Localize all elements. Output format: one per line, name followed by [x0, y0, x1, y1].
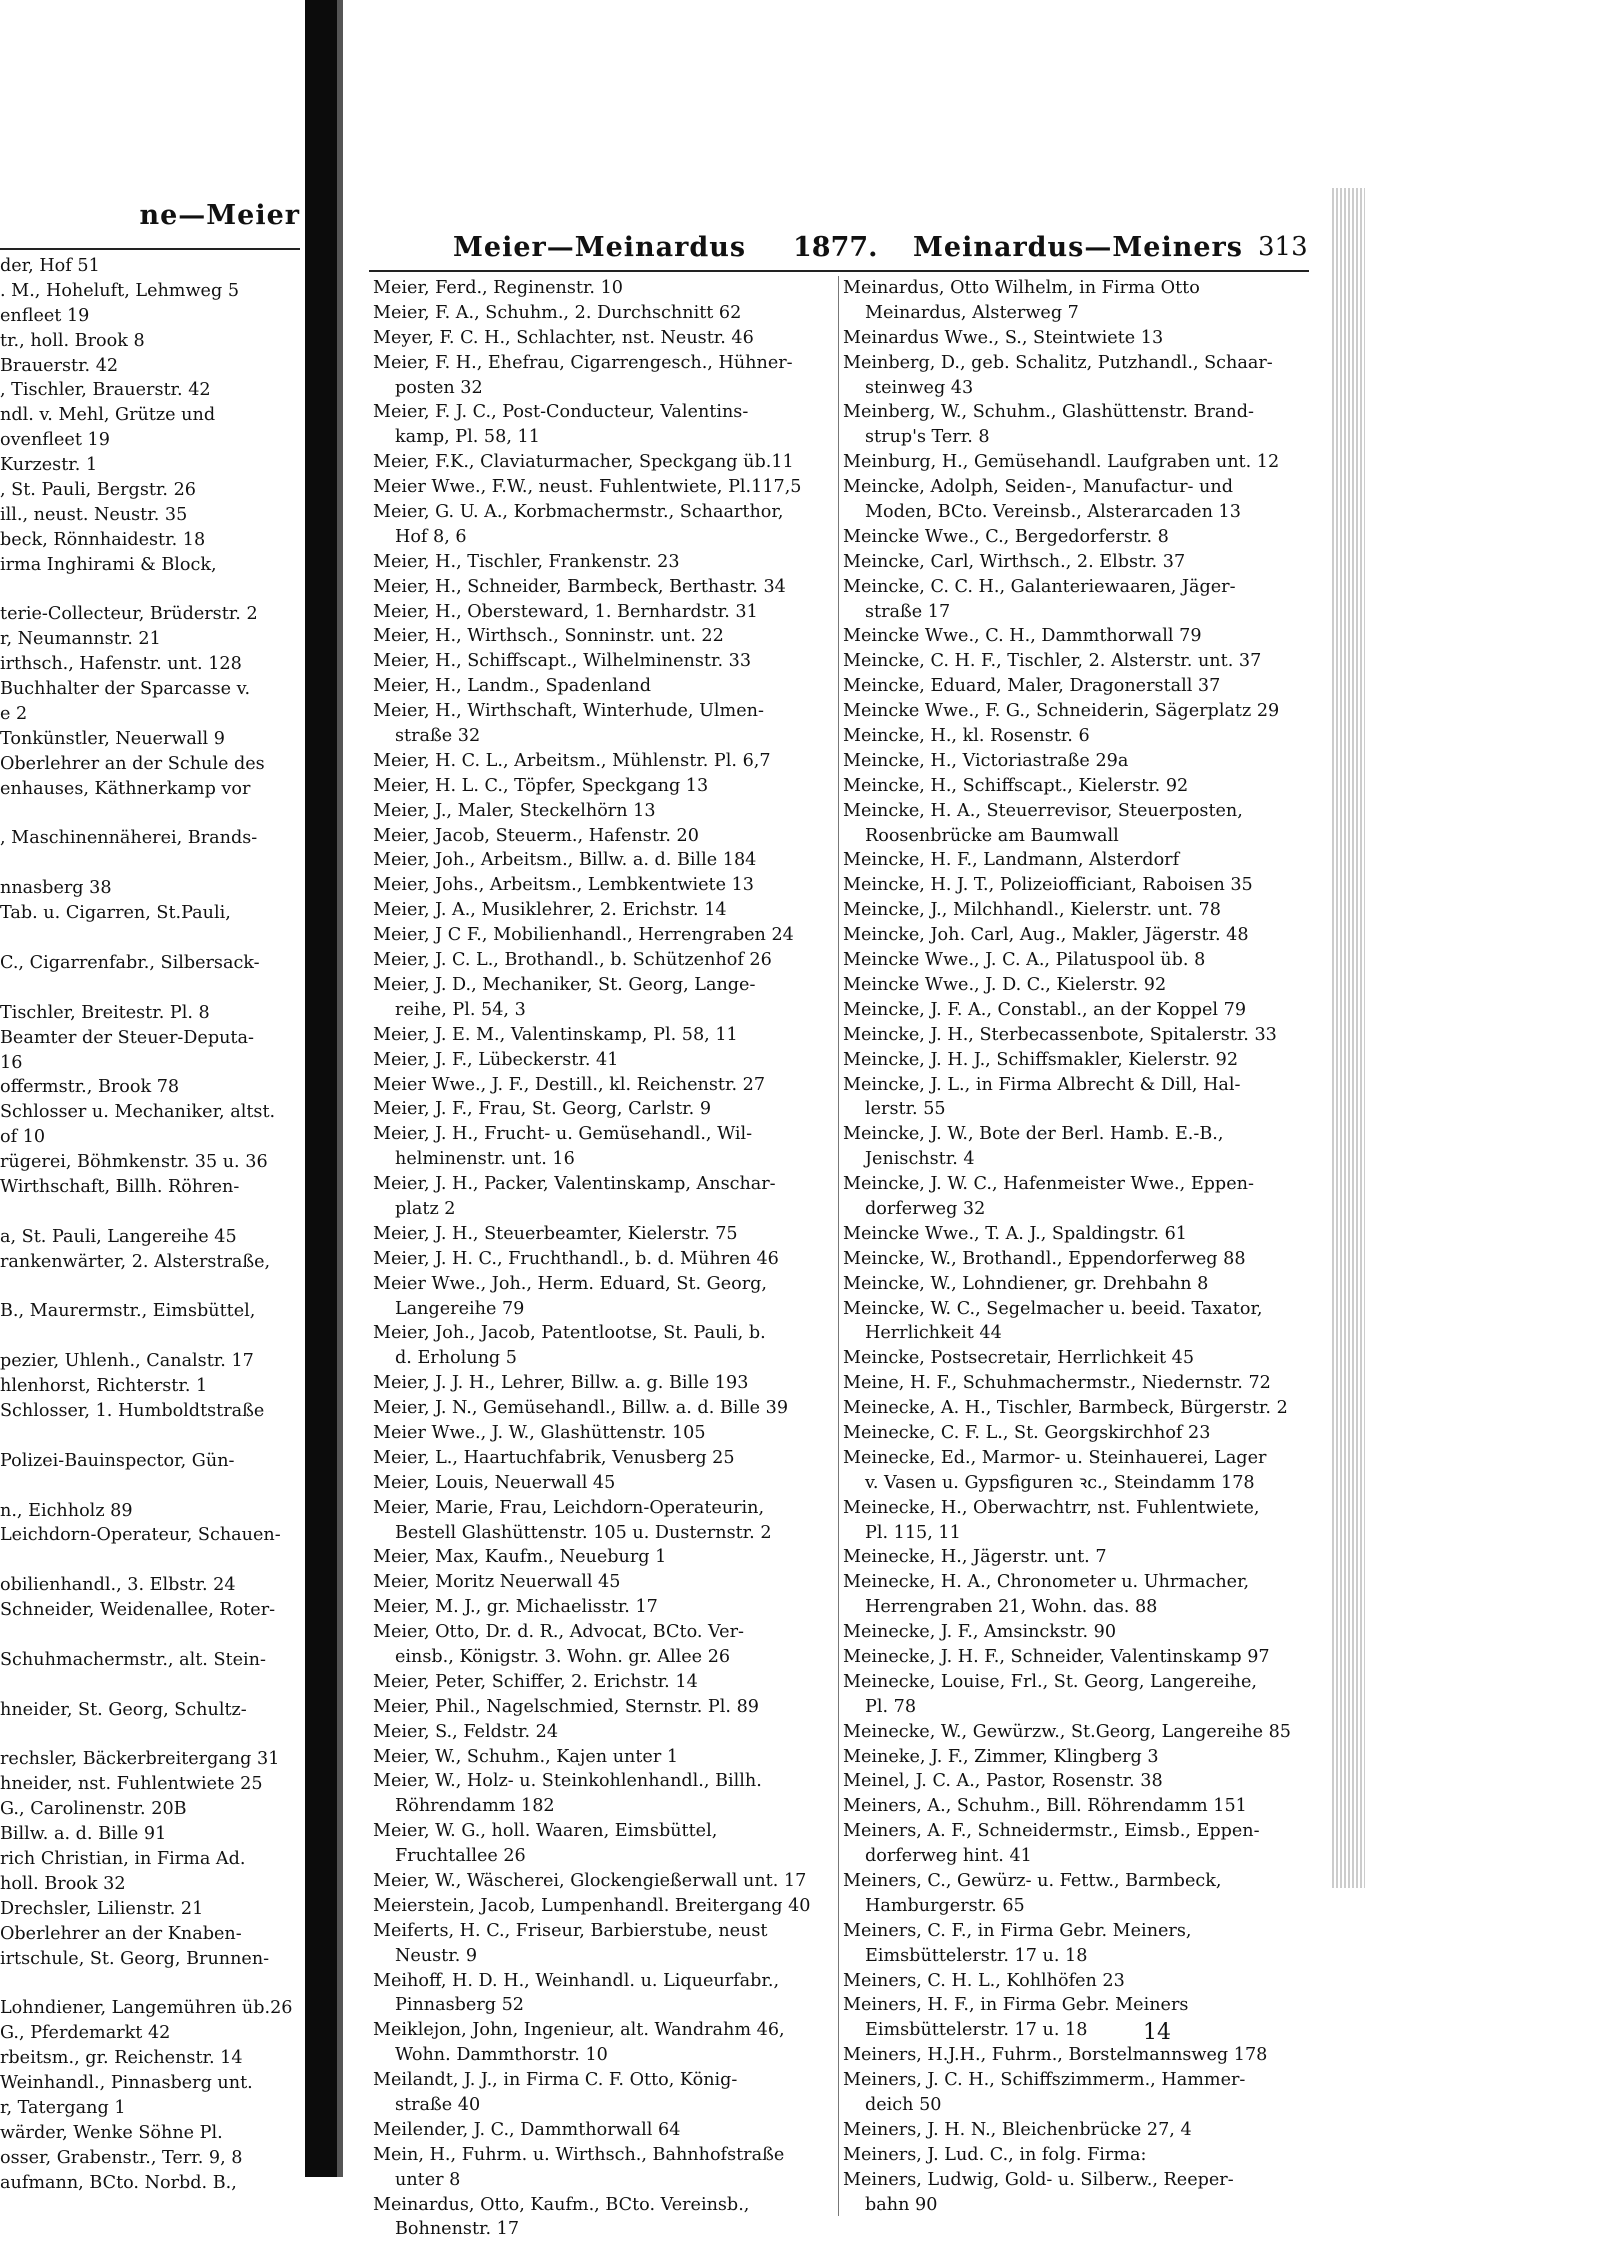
directory-entry-line: Oberlehrer an der Schule des: [0, 753, 265, 774]
directory-entry-line: Meier, H., Obersteward, 1. Bernhardstr. 31: [373, 601, 758, 622]
directory-entry-line: Meihoff, H. D. H., Weinhandl. u. Liqueurfabr.,: [373, 1970, 780, 1991]
directory-page: [343, 190, 1343, 2240]
directory-entry-line: der, Hof 51: [0, 256, 100, 276]
directory-entry-line: Meiners, C., Gewürz- u. Fettw., Barmbeck,: [843, 1871, 1222, 1891]
directory-entry-line: Meier, J. N., Gemüsehandl., Billw. a. d. Bille 39: [373, 1398, 789, 1419]
directory-entry-line: Meier, J. J. H., Lehrer, Billw. a. g. Bille 193: [373, 1373, 749, 1394]
directory-entry-line: Meinecke, J. F., Amsinckstr. 90: [843, 1622, 1117, 1643]
directory-entry-line: Meincke, W., Lohndiener, gr. Drehbahn 8: [843, 1273, 1209, 1294]
directory-entry-line: [0, 1275, 320, 1300]
directory-entry-line: Röhrendamm 182: [395, 1796, 555, 1817]
directory-entry-line: Meincke, C. H. F., Tischler, 2. Alsterstr. unt. 37: [843, 651, 1262, 672]
directory-entry-line: Meincke Wwe., J. D. C., Kielerstr. 92: [843, 974, 1167, 995]
directory-entry-line: ovenfleet 19: [0, 430, 110, 451]
directory-entry-line: Meiners, C. H. L., Kohlhöfen 23: [843, 1970, 1125, 1991]
directory-entry-line: [0, 802, 320, 827]
directory-entry-line: [0, 1200, 320, 1225]
directory-entry-line: Eimsbüttelerstr. 17 u. 18: [865, 2020, 1088, 2041]
directory-entry-line: Meincke, H., Victoriastraße 29a: [843, 750, 1129, 771]
directory-entry-line: Meier, H., Wirthsch., Sonninstr. unt. 22: [373, 626, 724, 647]
directory-entry-line: Meier, Joh., Arbeitsm., Billw. a. d. Bille 184: [373, 850, 757, 871]
directory-entry-line: Meier, Phil., Nagelschmied, Sternstr. Pl. 89: [373, 1696, 759, 1717]
directory-entry-line: Meincke, J. L., in Firma Albrecht & Dill, Hal-: [843, 1074, 1241, 1095]
directory-entry-line: Neustr. 9: [395, 1945, 478, 1966]
directory-entry-line: a, St. Pauli, Langereihe 45: [0, 1226, 237, 1247]
directory-entry-line: Tab. u. Cigarren, St.Pauli,: [0, 903, 231, 924]
directory-entry-line: Meier Wwe., J. W., Glashüttenstr. 105: [373, 1422, 706, 1443]
directory-entry-line: Meincke Wwe., F. G., Schneiderin, Sägerplatz 29: [843, 701, 1280, 722]
directory-entry-line: [0, 1673, 320, 1698]
directory-entry-line: G., Carolinenstr. 20B: [0, 1799, 187, 1820]
directory-entry-line: Meinardus Wwe., S., Steintwiete 13: [843, 327, 1164, 348]
directory-entry-line: Meinecke, H. A., Chronometer u. Uhrmacher,: [843, 1572, 1250, 1593]
directory-entry-line: Kurzestr. 1: [0, 455, 98, 476]
directory-entry-line: Meier, H., Schneider, Barmbeck, Berthastr. 34: [373, 576, 786, 597]
directory-entry-line: Meincke, Adolph, Seiden-, Manufactur- und: [843, 477, 1233, 498]
directory-entry-line: steinweg 43: [865, 377, 974, 398]
directory-entry-line: irthsch., Hafenstr. unt. 128: [0, 654, 242, 675]
directory-entry-line: Meincke, H., kl. Rosenstr. 6: [843, 726, 1090, 747]
directory-entry-line: r, Neumannstr. 21: [0, 629, 161, 650]
directory-entry-line: Meinecke, A. H., Tischler, Barmbeck, Bürgerstr. 2: [843, 1398, 1288, 1419]
directory-entry-line: Roosenbrücke am Baumwall: [865, 825, 1119, 846]
directory-entry-line: Bestell Glashüttenstr. 105 u. Dusternstr. 2: [395, 1522, 772, 1543]
directory-entry-line: Meier, H. C. L., Arbeitsm., Mühlenstr. Pl. 6,7: [373, 750, 771, 771]
directory-entry-line: Meinecke, Louise, Frl., St. Georg, Langereihe,: [843, 1671, 1257, 1692]
directory-entry-line: Drechsler, Lilienstr. 21: [0, 1898, 204, 1919]
directory-entry-line: obilienhandl., 3. Elbstr. 24: [0, 1575, 236, 1596]
directory-entry-line: [0, 1971, 320, 1996]
directory-entry-line: Meincke Wwe., T. A. J., Spaldingstr. 61: [843, 1223, 1187, 1244]
directory-entry-line: of 10: [0, 1127, 46, 1148]
directory-entry-line: d. Erholung 5: [395, 1348, 517, 1369]
directory-entry-line: Meilandt, J. J., in Firma C. F. Otto, König-: [373, 2070, 738, 2091]
directory-entry-line: G., Pferdemarkt 42: [0, 2023, 171, 2044]
directory-entry-line: Meincke Wwe., J. C. A., Pilatuspool üb. 8: [843, 950, 1206, 971]
directory-entry-line: Meineke, J. F., Zimmer, Klingberg 3: [843, 1746, 1159, 1767]
directory-entry-line: nnasberg 38: [0, 878, 112, 899]
directory-entry-line: Meier, J., Maler, Steckelhörn 13: [373, 800, 656, 821]
directory-entry-line: Meincke, J. H., Sterbecassenbote, Spitalerstr. 33: [843, 1024, 1277, 1045]
directory-entry-line: Herrlichkeit 44: [865, 1323, 1002, 1344]
directory-entry-line: Meiners, H. F., in Firma Gebr. Meiners: [843, 1995, 1189, 2016]
directory-entry-line: Meinecke, Ed., Marmor- u. Steinhauerei, Lager: [843, 1447, 1267, 1468]
directory-entry-line: Hamburgerstr. 65: [865, 1895, 1025, 1916]
directory-entry-line: B., Maurermstr., Eimsbüttel,: [0, 1301, 256, 1322]
column-divider: [838, 276, 839, 2216]
directory-entry-line: rügerei, Böhmkenstr. 35 u. 36: [0, 1152, 268, 1173]
page-number: 313: [1258, 232, 1308, 262]
directory-entry-line: Tischler, Breitestr. Pl. 8: [0, 1002, 210, 1023]
directory-entry-line: wärder, Wenke Söhne Pl.: [0, 2122, 223, 2143]
directory-entry-line: Weinhandl., Pinnasberg unt.: [0, 2073, 253, 2094]
directory-entry-line: Meier Wwe., Joh., Herm. Eduard, St. Georg,: [373, 1273, 768, 1294]
directory-entry-line: Meincke, W., Brothandl., Eppendorferweg 88: [843, 1248, 1246, 1269]
directory-entry-line: aufmann, BCto. Norbd. B.,: [0, 2172, 237, 2193]
directory-entry-line: 16: [0, 1052, 23, 1073]
directory-entry-line: irtschule, St. Georg, Brunnen-: [0, 1948, 270, 1969]
directory-entry-line: Meincke, Carl, Wirthsch., 2. Elbstr. 37: [843, 551, 1186, 572]
directory-entry-line: Pl. 115, 11: [865, 1522, 961, 1543]
directory-entry-line: Meier, J. D., Mechaniker, St. Georg, Lange-: [373, 974, 756, 995]
directory-entry-line: Oberlehrer an der Knaben-: [0, 1923, 242, 1944]
directory-entry-line: dorferweg 32: [865, 1198, 986, 1219]
directory-entry-line: Meier, Jacob, Steuerm., Hafenstr. 20: [373, 825, 699, 846]
directory-entry-line: Hof 8, 6: [395, 526, 467, 547]
directory-entry-line: Meier, F.K., Claviaturmacher, Speckgang üb.11: [373, 452, 794, 473]
left-page-header: ne—Meier: [139, 200, 300, 231]
directory-entry-line: Meiners, J. C. H., Schiffszimmerm., Hammer-: [843, 2070, 1246, 2091]
directory-entry-line: Pinnasberg 52: [395, 1995, 524, 2016]
directory-entry-line: [0, 1723, 320, 1748]
directory-entry-line: rankenwärter, 2. Alsterstraße,: [0, 1251, 271, 1272]
directory-entry-line: Schuhmachermstr., alt. Stein-: [0, 1649, 266, 1670]
directory-entry-line: Meinberg, D., geb. Schalitz, Putzhandl., Schaar-: [843, 352, 1273, 373]
directory-entry-line: straße 17: [865, 601, 951, 622]
directory-entry-line: Meiferts, H. C., Friseur, Barbierstube, neust: [373, 1920, 768, 1941]
directory-entry-line: Meiners, A., Schuhm., Bill. Röhrendamm 151: [843, 1796, 1247, 1817]
directory-entry-line: hneider, St. Georg, Schultz-: [0, 1699, 247, 1720]
header-right-range: Meinardus—Meiners: [913, 232, 1243, 263]
directory-entry-line: Meiners, Ludwig, Gold- u. Silberw., Reeper-: [843, 2169, 1234, 2190]
directory-entry-line: Meier, W., Schuhm., Kajen unter 1: [373, 1746, 679, 1767]
directory-entry-line: Meine, H. F., Schuhmachermstr., Niedernstr. 72: [843, 1373, 1271, 1394]
left-partial-page: [0, 190, 305, 2193]
running-header: [343, 190, 1313, 263]
directory-entry-line: Meier, M. J., gr. Michaelisstr. 17: [373, 1597, 658, 1618]
directory-entry-line: r, Tatergang 1: [0, 2097, 126, 2118]
directory-entry-line: Bohnenstr. 17: [395, 2219, 520, 2240]
directory-entry-line: Meincke, C. C. H., Galanteriewaaren, Jäger-: [843, 576, 1236, 597]
directory-entry-line: Meier Wwe., F.W., neust. Fuhlentwiete, Pl.117,5: [373, 477, 802, 498]
directory-entry-line: Lohndiener, Langemühren üb.26: [0, 1998, 293, 2019]
directory-entry-line: Meier, H., Tischler, Frankenstr. 23: [373, 551, 680, 572]
left-column: [373, 276, 871, 2242]
directory-entry-line: osser, Grabenstr., Terr. 9, 8: [0, 2147, 243, 2168]
directory-entry-line: Moden, BCto. Vereinsb., Alsterarcaden 13: [865, 502, 1241, 523]
directory-entry-line: Meier, J. C. L., Brothandl., b. Schützenhof 26: [373, 950, 772, 971]
directory-entry-line: , Tischler, Brauerstr. 42: [0, 380, 211, 401]
directory-entry-line: enhauses, Käthnerkamp vor: [0, 778, 251, 799]
directory-entry-line: Pl. 78: [865, 1696, 917, 1717]
directory-entry-line: deich 50: [865, 2095, 942, 2116]
directory-entry-line: Meier, W. G., holl. Waaren, Eimsbüttel,: [373, 1821, 718, 1842]
directory-entry-line: Meier, H., Schiffscapt., Wilhelminenstr. 33: [373, 651, 752, 672]
directory-entry-line: Meier, J. H., Steuerbeamter, Kielerstr. 75: [373, 1223, 738, 1244]
directory-entry-line: Meincke, Eduard, Maler, Dragonerstall 37: [843, 676, 1221, 697]
directory-entry-line: Schlosser u. Mechaniker, altst.: [0, 1102, 276, 1123]
directory-entry-line: Meiners, J. H. N., Bleichenbrücke 27, 4: [843, 2119, 1192, 2140]
directory-entry-line: holl. Brook 32: [0, 1873, 126, 1894]
directory-entry-line: hlenhorst, Richterstr. 1: [0, 1376, 208, 1397]
directory-entry-line: Meier, Joh., Jacob, Patentlootse, St. Pauli, b.: [373, 1323, 766, 1344]
directory-entry-line: pezier, Uhlenh., Canalstr. 17: [0, 1351, 254, 1372]
directory-entry-line: Meinburg, H., Gemüsehandl. Laufgraben unt. 12: [843, 452, 1280, 473]
directory-entry-line: Meincke, J. F. A., Constabl., an der Koppel 79: [843, 999, 1247, 1020]
directory-entry-line: Meinecke, W., Gewürzw., St.Georg, Langereihe 85: [843, 1721, 1291, 1742]
directory-entry-line: Beamter der Steuer-Deputa-: [0, 1027, 254, 1048]
directory-entry-line: Meier, Moritz Neuerwall 45: [373, 1572, 621, 1593]
directory-entry-line: Meinardus, Otto, Kaufm., BCto. Vereinsb.,: [373, 2194, 750, 2215]
directory-entry-line: Meier, Johs., Arbeitsm., Lembkentwiete 13: [373, 875, 754, 896]
directory-entry-line: unter 8: [395, 2169, 461, 2190]
directory-entry-line: Tonkünstler, Neuerwall 9: [0, 728, 225, 749]
directory-entry-line: Meincke, J. H. J., Schiffsmakler, Kielerstr. 92: [843, 1049, 1239, 1070]
directory-entry-line: Meinecke, H., Oberwachtrr, nst. Fuhlentwiete,: [843, 1497, 1260, 1518]
directory-entry-line: kamp, Pl. 58, 11: [395, 427, 540, 448]
directory-entry-line: Meier, H., Landm., Spadenland: [373, 676, 651, 697]
directory-entry-line: Meier, Max, Kaufm., Neueburg 1: [373, 1547, 667, 1568]
directory-entry-line: Meier, Peter, Schiffer, 2. Erichstr. 14: [373, 1671, 698, 1692]
directory-entry-line: Meinberg, W., Schuhm., Glashüttenstr. Brand-: [843, 402, 1254, 423]
directory-entry-line: beck, Rönnhaidestr. 18: [0, 529, 206, 550]
directory-entry-line: Meier, L., Haartuchfabrik, Venusberg 25: [373, 1447, 735, 1468]
directory-entry-line: Meyer, F. C. H., Schlachter, nst. Neustr. 46: [373, 327, 754, 348]
directory-entry-line: Meier, Louis, Neuerwall 45: [373, 1472, 616, 1493]
header-year: 1877.: [793, 232, 878, 263]
directory-entry-line: Meiners, C. F., in Firma Gebr. Meiners,: [843, 1920, 1192, 1941]
directory-entry-line: Meier, J. A., Musiklehrer, 2. Erichstr. 14: [373, 900, 727, 921]
header-rule: [369, 270, 1309, 272]
directory-entry-line: posten 32: [395, 377, 483, 398]
directory-entry-line: einsb., Königstr. 3. Wohn. gr. Allee 26: [395, 1646, 731, 1667]
directory-entry-line: , Maschinennäherei, Brands-: [0, 828, 258, 849]
directory-entry-line: Meier, W., Wäscherei, Glockengießerwall unt. 17: [373, 1871, 807, 1891]
directory-entry-line: Meinecke, C. F. L., St. Georgskirchhof 23: [843, 1422, 1211, 1443]
page-edges: [1330, 188, 1365, 1888]
directory-entry-line: , St. Pauli, Bergstr. 26: [0, 480, 196, 501]
directory-entry-line: Schneider, Weidenallee, Roter-: [0, 1600, 276, 1621]
directory-entry-line: Meincke, W. C., Segelmacher u. beeid. Taxator,: [843, 1298, 1263, 1319]
book-gutter: [305, 0, 337, 2177]
directory-entry-line: ill., neust. Neustr. 35: [0, 504, 188, 525]
left-header-rule: [0, 248, 300, 250]
directory-entry-line: Eimsbüttelerstr. 17 u. 18: [865, 1945, 1088, 1966]
directory-entry-line: v. Vasen u. Gypsfiguren ꝛc., Steindamm 178: [865, 1472, 1255, 1493]
directory-entry-line: straße 40: [395, 2095, 481, 2116]
directory-entry-line: Meinel, J. C. A., Pastor, Rosenstr. 38: [843, 1771, 1163, 1792]
directory-entry-line: irma Inghirami & Block,: [0, 554, 217, 575]
directory-entry-line: enfleet 19: [0, 305, 90, 326]
directory-entry-line: ndl. v. Mehl, Grütze und: [0, 405, 216, 426]
directory-entry-line: Meier, S., Feldstr. 24: [373, 1721, 559, 1742]
directory-entry-line: Meincke, Postsecretair, Herrlichkeit 45: [843, 1348, 1195, 1369]
directory-entry-line: Polizei-Bauinspector, Gün-: [0, 1450, 235, 1471]
directory-entry-line: platz 2: [395, 1198, 456, 1219]
directory-entry-line: reihe, Pl. 54, 3: [395, 999, 526, 1020]
directory-entry-line: Meier, J. F., Lübeckerstr. 41: [373, 1049, 619, 1070]
directory-entry-line: Leichdorn-Operateur, Schauen-: [0, 1525, 281, 1546]
directory-entry-line: Meilender, J. C., Dammthorwall 64: [373, 2119, 681, 2140]
directory-entry-line: tr., holl. Brook 8: [0, 330, 145, 351]
directory-entry-line: Meier, F. J. C., Post-Conducteur, Valentins-: [373, 402, 749, 423]
directory-entry-line: [0, 851, 320, 876]
directory-entry-line: [0, 976, 320, 1001]
directory-entry-line: helminenstr. unt. 16: [395, 1149, 575, 1170]
directory-entry-line: Meincke, J., Milchhandl., Kielerstr. unt. 78: [843, 900, 1221, 921]
directory-entry-line: offermstr., Brook 78: [0, 1077, 180, 1098]
directory-entry-line: Meier, J C F., Mobilienhandl., Herrengraben 24: [373, 925, 794, 946]
directory-entry-line: [0, 578, 320, 603]
directory-entry-line: Meier, W., Holz- u. Steinkohlenhandl., Billh.: [373, 1771, 762, 1792]
directory-entry-line: Meincke, J. W., Bote der Berl. Hamb. E.-B.,: [843, 1124, 1224, 1145]
directory-entry-line: [0, 1424, 320, 1449]
directory-entry-line: Meier, F. H., Ehefrau, Cigarrengesch., Hühner-: [373, 352, 793, 373]
directory-entry-line: Buchhalter der Sparcasse v.: [0, 679, 251, 700]
directory-entry-line: Meier, J. H., Frucht- u. Gemüsehandl., Wil-: [373, 1124, 753, 1145]
directory-entry-line: Meier, F. A., Schuhm., 2. Durchschnitt 62: [373, 302, 742, 323]
right-column: [843, 276, 1323, 2217]
directory-entry-line: n., Eichholz 89: [0, 1500, 133, 1521]
directory-entry-line: terie-Collecteur, Brüderstr. 2: [0, 604, 258, 625]
directory-entry-line: Meincke Wwe., C. H., Dammthorwall 79: [843, 626, 1202, 647]
directory-entry-line: Meincke, Joh. Carl, Aug., Makler, Jägerstr. 48: [843, 925, 1249, 946]
directory-entry-line: [0, 1324, 320, 1349]
directory-entry-line: Brauerstr. 42: [0, 355, 119, 376]
directory-entry-line: Meierstein, Jacob, Lumpenhandl. Breitergang 40: [373, 1895, 811, 1916]
directory-entry-line: Fruchtallee 26: [395, 1846, 526, 1867]
directory-entry-line: e 2: [0, 704, 28, 725]
directory-entry-line: Langereihe 79: [395, 1298, 525, 1319]
directory-entry-line: Mein, H., Fuhrm. u. Wirthsch., Bahnhofstraße: [373, 2144, 785, 2165]
directory-entry-line: Meincke, H. F., Landmann, Alsterdorf: [843, 850, 1180, 871]
directory-entry-line: lerstr. 55: [865, 1099, 946, 1120]
directory-entry-line: Meiners, H.J.H., Fuhrm., Borstelmannsweg 178: [843, 2045, 1268, 2066]
directory-entry-line: rich Christian, in Firma Ad.: [0, 1849, 246, 1869]
directory-entry-line: Meinardus, Alsterweg 7: [865, 302, 1079, 323]
directory-entry-line: Meinecke, J. H. F., Schneider, Valentinskamp 97: [843, 1646, 1270, 1667]
directory-entry-line: [0, 926, 320, 951]
directory-entry-line: Meier, Ferd., Reginenstr. 10: [373, 278, 624, 298]
directory-entry-line: dorferweg hint. 41: [865, 1846, 1032, 1867]
left-page-text: [0, 254, 320, 2195]
directory-entry-line: strup's Terr. 8: [865, 427, 990, 448]
directory-entry-line: Meinecke, H., Jägerstr. unt. 7: [843, 1547, 1107, 1568]
directory-entry-line: [0, 1474, 320, 1499]
directory-entry-line: Meincke, J. W. C., Hafenmeister Wwe., Eppen-: [843, 1174, 1254, 1195]
directory-entry-line: Schlosser, 1. Humboldtstraße: [0, 1400, 265, 1421]
directory-entry-line: Meincke, H. J. T., Polizeiofficiant, Raboisen 35: [843, 875, 1253, 896]
directory-entry-line: bahn 90: [865, 2194, 938, 2215]
directory-entry-line: [0, 1623, 320, 1648]
directory-entry-line: Meiners, J. Lud. C., in folg. Firma:: [843, 2144, 1147, 2165]
directory-entry-line: Meincke, H. A., Steuerrevisor, Steuerposten,: [843, 800, 1243, 821]
directory-entry-line: Meiners, A. F., Schneidermstr., Eimsb., Eppen-: [843, 1821, 1260, 1842]
header-left-range: Meier—Meinardus: [453, 232, 747, 263]
directory-entry-line: C., Cigarrenfabr., Silbersack-: [0, 952, 260, 973]
directory-entry-line: Meier, Marie, Frau, Leichdorn-Operateurin,: [373, 1497, 765, 1518]
directory-entry-line: Meier, H., Wirthschaft, Winterhude, Ulmen-: [373, 701, 764, 722]
directory-entry-line: Meier, J. F., Frau, St. Georg, Carlstr. 9: [373, 1099, 712, 1120]
directory-entry-line: Meier, J. H., Packer, Valentinskamp, Anschar-: [373, 1174, 776, 1195]
directory-entry-line: Meincke, H., Schiffscapt., Kielerstr. 92: [843, 775, 1189, 796]
directory-entry-line: Meier, G. U. A., Korbmachermstr., Schaarthor,: [373, 502, 784, 523]
directory-entry-line: Meier Wwe., J. F., Destill., kl. Reichenstr. 27: [373, 1074, 766, 1095]
directory-entry-line: rbeitsm., gr. Reichenstr. 14: [0, 2048, 243, 2069]
directory-entry-line: Meier, Otto, Dr. d. R., Advocat, BCto. Ver-: [373, 1622, 744, 1643]
directory-entry-line: Meier, H. L. C., Töpfer, Speckgang 13: [373, 775, 709, 796]
directory-entry-line: Herrengraben 21, Wohn. das. 88: [865, 1597, 1158, 1618]
directory-entry-line: Wirthschaft, Billh. Röhren-: [0, 1176, 240, 1197]
directory-entry-line: Meincke Wwe., C., Bergedorferstr. 8: [843, 526, 1169, 547]
directory-entry-line: Billw. a. d. Bille 91: [0, 1824, 167, 1845]
directory-entry-line: Jenischstr. 4: [865, 1149, 975, 1170]
directory-entry-line: Wohn. Dammthorstr. 10: [395, 2045, 608, 2066]
directory-entry-line: [0, 1548, 320, 1573]
directory-entry-line: straße 32: [395, 726, 481, 747]
directory-entry-line: hneider, nst. Fuhlentwiete 25: [0, 1774, 263, 1795]
directory-entry-line: Meier, J. E. M., Valentinskamp, Pl. 58, 11: [373, 1024, 738, 1045]
directory-entry-line: Meinardus, Otto Wilhelm, in Firma Otto: [843, 278, 1200, 298]
directory-entry-line: . M., Hoheluft, Lehmweg 5: [0, 280, 240, 301]
directory-entry-line: rechsler, Bäckerbreitergang 31: [0, 1749, 280, 1770]
signature-mark: 14: [1143, 2020, 1171, 2045]
directory-entry-line: Meier, J. H. C., Fruchthandl., b. d. Mühren 46: [373, 1248, 779, 1269]
directory-entry-line: Meiklejon, John, Ingenieur, alt. Wandrahm 46,: [373, 2020, 785, 2041]
